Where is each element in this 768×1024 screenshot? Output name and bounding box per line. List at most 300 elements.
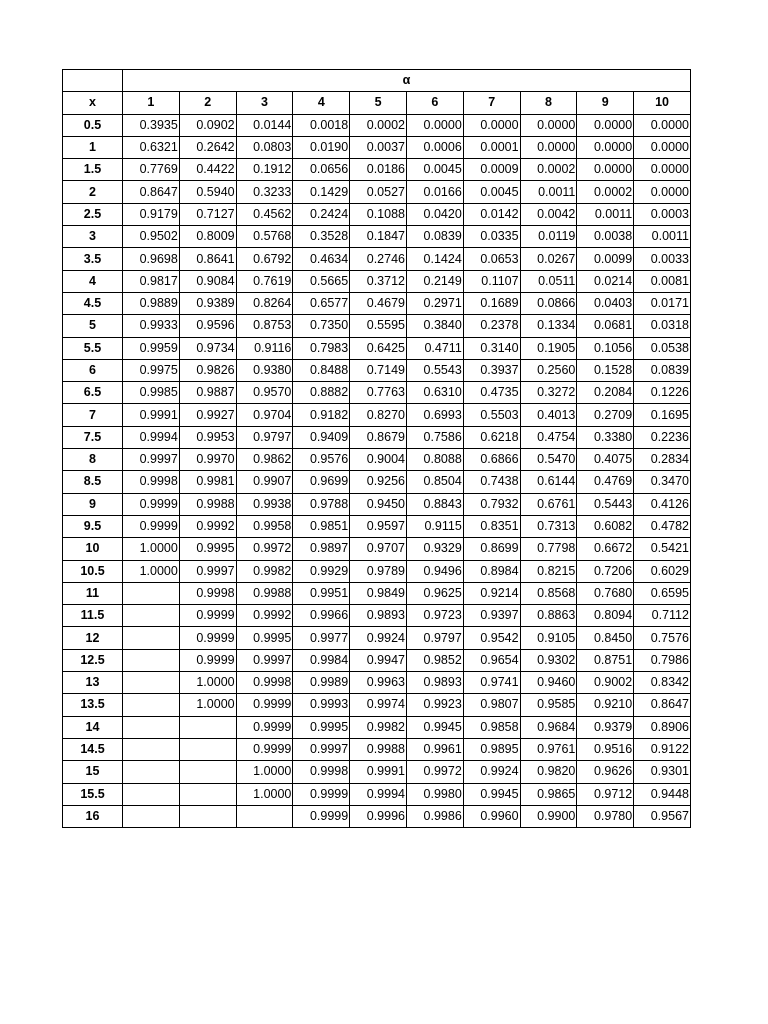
table-row (63, 538, 691, 560)
probability-cell (236, 805, 293, 827)
probability-cell: 0.9953 (179, 426, 236, 448)
probability-cell: 0.8753 (236, 315, 293, 337)
probability-cell (179, 738, 236, 760)
table-row (63, 226, 691, 248)
probability-cell: 1.0000 (236, 783, 293, 805)
x-value-cell: 13.5 (63, 694, 123, 716)
table-row (63, 292, 691, 314)
probability-cell: 0.9938 (236, 493, 293, 515)
probability-cell: 0.0656 (293, 159, 350, 181)
probability-cell: 0.4782 (634, 515, 691, 537)
probability-cell: 0.8009 (179, 226, 236, 248)
probability-cell: 0.4422 (179, 159, 236, 181)
probability-cell: 0.9900 (520, 805, 577, 827)
probability-cell: 0.9992 (179, 515, 236, 537)
probability-cell: 0.9959 (123, 337, 180, 359)
probability-cell: 0.0653 (463, 248, 520, 270)
probability-cell: 0.9329 (406, 538, 463, 560)
probability-cell (123, 582, 180, 604)
probability-cell: 0.9820 (520, 761, 577, 783)
probability-cell: 0.9826 (179, 359, 236, 381)
probability-cell: 0.9924 (463, 761, 520, 783)
probability-cell: 0.8270 (350, 404, 407, 426)
probability-cell: 0.8906 (634, 716, 691, 738)
probability-cell: 0.9961 (406, 738, 463, 760)
x-value-cell: 9 (63, 493, 123, 515)
probability-cell: 0.0009 (463, 159, 520, 181)
probability-cell: 0.2971 (406, 292, 463, 314)
probability-cell: 0.0018 (293, 114, 350, 136)
probability-cell: 0.9389 (179, 292, 236, 314)
probability-cell: 0.9409 (293, 426, 350, 448)
probability-cell: 0.9986 (406, 805, 463, 827)
probability-cell: 0.9991 (123, 404, 180, 426)
probability-cell: 0.3380 (577, 426, 634, 448)
probability-cell: 0.0038 (577, 226, 634, 248)
probability-cell: 0.3140 (463, 337, 520, 359)
probability-cell: 0.9981 (179, 471, 236, 493)
probability-cell (179, 783, 236, 805)
x-value-cell: 15.5 (63, 783, 123, 805)
probability-cell: 0.1226 (634, 382, 691, 404)
probability-cell: 0.1334 (520, 315, 577, 337)
probability-cell: 0.6029 (634, 560, 691, 582)
probability-cell: 0.0099 (577, 248, 634, 270)
alpha-column-header: 5 (350, 92, 407, 114)
probability-cell: 0.6425 (350, 337, 407, 359)
probability-cell: 0.0006 (406, 136, 463, 158)
probability-cell: 0.9966 (293, 605, 350, 627)
probability-cell: 0.4634 (293, 248, 350, 270)
probability-cell: 0.9977 (293, 627, 350, 649)
probability-cell: 0.1695 (634, 404, 691, 426)
probability-cell: 0.0003 (634, 203, 691, 225)
probability-cell: 0.0866 (520, 292, 577, 314)
probability-cell: 0.9450 (350, 493, 407, 515)
probability-cell: 0.8647 (634, 694, 691, 716)
probability-cell: 0.0033 (634, 248, 691, 270)
probability-cell: 0.9923 (406, 694, 463, 716)
probability-cell: 0.0335 (463, 226, 520, 248)
probability-cell: 0.0002 (577, 181, 634, 203)
probability-cell: 0.4769 (577, 471, 634, 493)
probability-cell: 0.3935 (123, 114, 180, 136)
probability-cell: 0.9516 (577, 738, 634, 760)
probability-cell: 1.0000 (236, 761, 293, 783)
probability-cell: 0.0000 (634, 114, 691, 136)
probability-cell: 0.8647 (123, 181, 180, 203)
probability-cell: 0.6144 (520, 471, 577, 493)
probability-cell: 0.9380 (236, 359, 293, 381)
probability-cell: 0.8843 (406, 493, 463, 515)
probability-cell: 0.9626 (577, 761, 634, 783)
probability-cell: 0.3233 (236, 181, 293, 203)
table-row (63, 649, 691, 671)
probability-cell: 0.0144 (236, 114, 293, 136)
probability-cell: 0.9958 (236, 515, 293, 537)
table-row (63, 605, 691, 627)
probability-cell: 0.9684 (520, 716, 577, 738)
probability-cell: 0.2084 (577, 382, 634, 404)
probability-cell: 0.9989 (293, 672, 350, 694)
probability-cell: 0.4562 (236, 203, 293, 225)
probability-cell: 0.1528 (577, 359, 634, 381)
probability-cell: 0.9704 (236, 404, 293, 426)
probability-cell: 0.1056 (577, 337, 634, 359)
probability-cell: 0.7438 (463, 471, 520, 493)
probability-cell: 0.9496 (406, 560, 463, 582)
probability-cell: 0.5665 (293, 270, 350, 292)
probability-cell: 0.7798 (520, 538, 577, 560)
table-row (63, 203, 691, 225)
probability-cell: 0.2236 (634, 426, 691, 448)
probability-cell: 0.9995 (179, 538, 236, 560)
x-value-cell: 4 (63, 270, 123, 292)
probability-cell (123, 605, 180, 627)
probability-cell: 0.0839 (634, 359, 691, 381)
probability-cell: 0.9889 (123, 292, 180, 314)
probability-cell: 0.0011 (577, 203, 634, 225)
probability-cell: 0.6792 (236, 248, 293, 270)
probability-cell: 0.9542 (463, 627, 520, 649)
probability-cell: 0.9585 (520, 694, 577, 716)
probability-cell: 0.9182 (293, 404, 350, 426)
probability-cell: 0.3470 (634, 471, 691, 493)
probability-cell: 0.2746 (350, 248, 407, 270)
probability-cell: 0.9897 (293, 538, 350, 560)
probability-cell: 0.0042 (520, 203, 577, 225)
probability-cell: 0.9460 (520, 672, 577, 694)
probability-cell: 0.9002 (577, 672, 634, 694)
probability-cell: 0.6082 (577, 515, 634, 537)
probability-cell: 0.9980 (406, 783, 463, 805)
probability-cell: 0.6761 (520, 493, 577, 515)
probability-cell: 0.0902 (179, 114, 236, 136)
probability-cell: 0.9887 (179, 382, 236, 404)
probability-cell: 0.9927 (179, 404, 236, 426)
probability-cell: 0.7313 (520, 515, 577, 537)
probability-cell: 0.8679 (350, 426, 407, 448)
probability-cell: 0.0045 (463, 181, 520, 203)
probability-cell: 0.9807 (463, 694, 520, 716)
probability-cell: 0.2378 (463, 315, 520, 337)
x-value-cell: 12.5 (63, 649, 123, 671)
probability-cell: 0.9893 (406, 672, 463, 694)
probability-cell: 0.9988 (236, 582, 293, 604)
probability-cell: 0.9849 (350, 582, 407, 604)
alpha-column-header: 6 (406, 92, 463, 114)
probability-cell: 0.9597 (350, 515, 407, 537)
alpha-column-header: 3 (236, 92, 293, 114)
probability-cell: 0.0000 (634, 181, 691, 203)
probability-cell: 0.9448 (634, 783, 691, 805)
probability-cell: 0.9999 (236, 716, 293, 738)
probability-cell: 0.9734 (179, 337, 236, 359)
probability-cell: 0.0267 (520, 248, 577, 270)
table-row (63, 426, 691, 448)
probability-cell: 0.5421 (634, 538, 691, 560)
probability-cell: 0.6218 (463, 426, 520, 448)
probability-cell: 0.9780 (577, 805, 634, 827)
x-value-cell: 11 (63, 582, 123, 604)
probability-cell: 0.4735 (463, 382, 520, 404)
table-row (63, 761, 691, 783)
probability-cell: 0.2642 (179, 136, 236, 158)
probability-cell (123, 783, 180, 805)
probability-cell: 0.9397 (463, 605, 520, 627)
x-value-cell: 10.5 (63, 560, 123, 582)
probability-cell: 0.9707 (350, 538, 407, 560)
probability-cell: 0.0803 (236, 136, 293, 158)
x-value-cell: 13 (63, 672, 123, 694)
probability-cell: 0.6577 (293, 292, 350, 314)
probability-cell: 0.0000 (463, 114, 520, 136)
probability-cell: 0.9698 (123, 248, 180, 270)
probability-cell: 0.8641 (179, 248, 236, 270)
probability-cell: 0.9817 (123, 270, 180, 292)
probability-cell: 0.9256 (350, 471, 407, 493)
probability-cell: 0.0527 (350, 181, 407, 203)
table-row (63, 315, 691, 337)
probability-cell: 0.9865 (520, 783, 577, 805)
probability-cell (123, 672, 180, 694)
x-value-cell: 9.5 (63, 515, 123, 537)
probability-cell: 0.9970 (179, 449, 236, 471)
probability-cell: 0.5940 (179, 181, 236, 203)
x-value-cell: 1 (63, 136, 123, 158)
probability-cell: 0.0420 (406, 203, 463, 225)
table-row (63, 493, 691, 515)
probability-cell: 0.9895 (463, 738, 520, 760)
probability-cell: 0.8088 (406, 449, 463, 471)
probability-cell: 0.0186 (350, 159, 407, 181)
probability-cell: 0.3712 (350, 270, 407, 292)
table-row (63, 672, 691, 694)
probability-cell: 0.6595 (634, 582, 691, 604)
alpha-column-header: 8 (520, 92, 577, 114)
probability-cell: 0.3272 (520, 382, 577, 404)
probability-cell: 0.9596 (179, 315, 236, 337)
x-value-cell: 6 (63, 359, 123, 381)
probability-cell: 0.9993 (293, 694, 350, 716)
probability-cell: 0.9788 (293, 493, 350, 515)
probability-cell: 0.9988 (179, 493, 236, 515)
alpha-column-header: 1 (123, 92, 180, 114)
probability-cell (123, 627, 180, 649)
column-header-row (63, 92, 691, 114)
probability-cell: 0.0000 (520, 114, 577, 136)
probability-cell: 0.9995 (293, 716, 350, 738)
probability-cell: 0.9924 (350, 627, 407, 649)
probability-cell: 0.7127 (179, 203, 236, 225)
probability-cell: 0.0045 (406, 159, 463, 181)
probability-cell: 0.0037 (350, 136, 407, 158)
probability-cell: 0.8094 (577, 605, 634, 627)
probability-cell: 0.0000 (634, 136, 691, 158)
probability-cell: 0.4126 (634, 493, 691, 515)
table-row (63, 136, 691, 158)
probability-cell: 0.9991 (350, 761, 407, 783)
table-row (63, 181, 691, 203)
probability-cell: 0.7986 (634, 649, 691, 671)
probability-cell: 1.0000 (123, 538, 180, 560)
probability-cell: 0.6993 (406, 404, 463, 426)
probability-cell: 0.0839 (406, 226, 463, 248)
alpha-header-row (63, 70, 691, 92)
probability-cell: 0.9907 (236, 471, 293, 493)
probability-cell: 0.8215 (520, 560, 577, 582)
probability-cell (123, 694, 180, 716)
probability-cell: 0.6321 (123, 136, 180, 158)
x-value-cell: 2.5 (63, 203, 123, 225)
table-row (63, 805, 691, 827)
table-row (63, 404, 691, 426)
probability-cell: 0.9984 (293, 649, 350, 671)
probability-cell: 0.8568 (520, 582, 577, 604)
x-value-cell: 4.5 (63, 292, 123, 314)
corner-cell (63, 70, 123, 92)
probability-cell: 0.0142 (463, 203, 520, 225)
probability-cell (123, 738, 180, 760)
probability-cell (179, 716, 236, 738)
probability-cell: 0.1088 (350, 203, 407, 225)
probability-cell: 0.9992 (236, 605, 293, 627)
table-row (63, 159, 691, 181)
probability-cell: 0.4754 (520, 426, 577, 448)
probability-cell: 0.9115 (406, 515, 463, 537)
x-value-cell: 1.5 (63, 159, 123, 181)
table-row (63, 515, 691, 537)
probability-cell: 0.9502 (123, 226, 180, 248)
x-value-cell: 5.5 (63, 337, 123, 359)
probability-cell: 0.9654 (463, 649, 520, 671)
probability-cell: 0.9999 (123, 515, 180, 537)
probability-cell: 0.0681 (577, 315, 634, 337)
probability-cell: 0.0166 (406, 181, 463, 203)
alpha-column-header: 10 (634, 92, 691, 114)
probability-cell: 0.9960 (463, 805, 520, 827)
probability-cell: 0.2149 (406, 270, 463, 292)
probability-cell: 0.9972 (236, 538, 293, 560)
probability-cell: 0.7763 (350, 382, 407, 404)
probability-cell: 0.7350 (293, 315, 350, 337)
probability-cell: 0.1107 (463, 270, 520, 292)
probability-cell (179, 761, 236, 783)
probability-cell: 0.9929 (293, 560, 350, 582)
probability-cell: 0.0190 (293, 136, 350, 158)
probability-cell: 0.0538 (634, 337, 691, 359)
probability-cell: 0.7983 (293, 337, 350, 359)
x-value-cell: 10 (63, 538, 123, 560)
probability-cell: 0.9214 (463, 582, 520, 604)
probability-cell: 0.9933 (123, 315, 180, 337)
probability-cell: 0.9789 (350, 560, 407, 582)
probability-cell: 0.7932 (463, 493, 520, 515)
probability-cell: 0.4075 (577, 449, 634, 471)
probability-cell: 0.1424 (406, 248, 463, 270)
gamma-cdf-table (62, 69, 691, 828)
probability-cell: 0.9998 (123, 471, 180, 493)
probability-cell: 0.7576 (634, 627, 691, 649)
table-body (63, 70, 691, 828)
probability-cell: 0.2424 (293, 203, 350, 225)
table-row (63, 449, 691, 471)
probability-cell: 0.9302 (520, 649, 577, 671)
probability-cell: 0.0511 (520, 270, 577, 292)
probability-cell: 0.7206 (577, 560, 634, 582)
probability-cell: 0.5768 (236, 226, 293, 248)
probability-cell: 0.0001 (463, 136, 520, 158)
probability-cell: 0.0403 (577, 292, 634, 314)
probability-cell: 0.0081 (634, 270, 691, 292)
probability-cell: 0.0011 (634, 226, 691, 248)
table-row (63, 471, 691, 493)
probability-cell: 0.0119 (520, 226, 577, 248)
x-value-cell: 15 (63, 761, 123, 783)
probability-cell: 0.9999 (179, 649, 236, 671)
probability-cell: 0.9982 (236, 560, 293, 582)
probability-cell: 0.9947 (350, 649, 407, 671)
probability-cell: 0.9974 (350, 694, 407, 716)
probability-cell: 0.9210 (577, 694, 634, 716)
probability-cell: 0.1912 (236, 159, 293, 181)
probability-cell: 0.3528 (293, 226, 350, 248)
probability-cell (123, 716, 180, 738)
probability-cell: 0.0214 (577, 270, 634, 292)
x-value-cell: 7.5 (63, 426, 123, 448)
x-value-cell: 7 (63, 404, 123, 426)
probability-cell: 0.3937 (463, 359, 520, 381)
probability-cell: 0.8342 (634, 672, 691, 694)
alpha-column-header: 7 (463, 92, 520, 114)
probability-cell: 0.9084 (179, 270, 236, 292)
probability-cell: 0.8450 (577, 627, 634, 649)
table-row (63, 716, 691, 738)
probability-cell: 0.4013 (520, 404, 577, 426)
probability-cell: 0.9858 (463, 716, 520, 738)
probability-cell: 0.5470 (520, 449, 577, 471)
table-row (63, 783, 691, 805)
probability-cell: 0.8984 (463, 560, 520, 582)
probability-cell: 0.7619 (236, 270, 293, 292)
probability-cell: 0.9797 (236, 426, 293, 448)
probability-cell: 0.9988 (350, 738, 407, 760)
probability-cell: 0.6866 (463, 449, 520, 471)
x-value-cell: 16 (63, 805, 123, 827)
x-value-cell: 11.5 (63, 605, 123, 627)
probability-cell: 0.9945 (463, 783, 520, 805)
probability-cell: 0.4679 (350, 292, 407, 314)
table-row (63, 248, 691, 270)
x-value-cell: 6.5 (63, 382, 123, 404)
probability-cell: 0.9998 (179, 582, 236, 604)
probability-cell: 0.9699 (293, 471, 350, 493)
x-value-cell: 0.5 (63, 114, 123, 136)
probability-cell: 0.8264 (236, 292, 293, 314)
probability-cell: 0.9179 (123, 203, 180, 225)
probability-cell (123, 649, 180, 671)
probability-cell: 0.9995 (236, 627, 293, 649)
probability-cell: 0.0000 (406, 114, 463, 136)
probability-cell: 1.0000 (179, 672, 236, 694)
probability-cell: 0.9999 (293, 805, 350, 827)
probability-cell: 0.9975 (123, 359, 180, 381)
probability-cell: 0.9994 (123, 426, 180, 448)
probability-cell: 0.8351 (463, 515, 520, 537)
probability-cell: 0.0000 (634, 159, 691, 181)
probability-cell: 1.0000 (123, 560, 180, 582)
probability-cell: 0.6672 (577, 538, 634, 560)
